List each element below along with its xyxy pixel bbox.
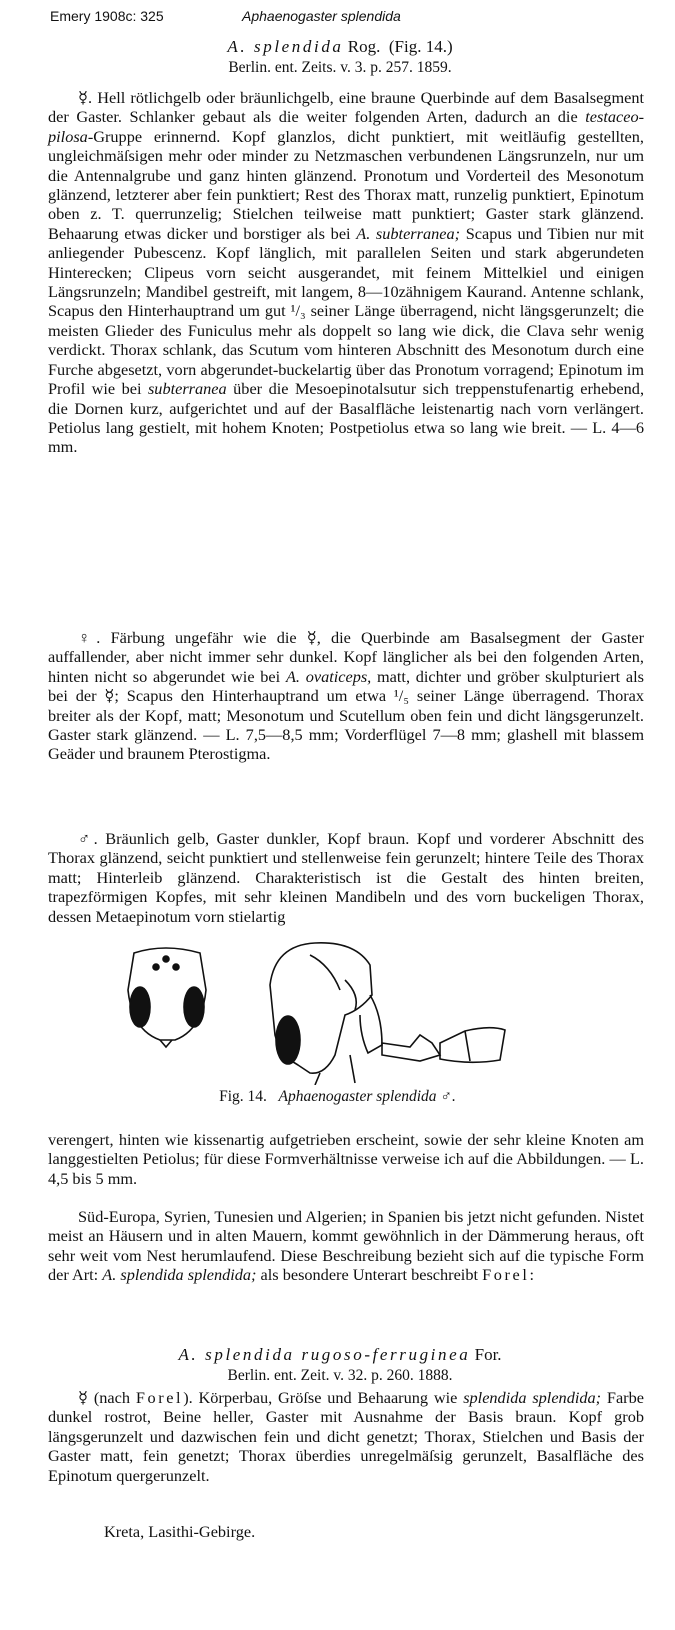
species-author: Rog. — [347, 37, 381, 56]
subspecies-heading — [46, 1344, 634, 1366]
ant-head-frontal-drawing — [128, 948, 206, 1047]
figure-caption-text: Aphaenogaster splendida ♂. — [278, 1088, 456, 1105]
queen-description: ♀. Färbung ungefähr wie die ☿, die Querbinde am Basalsegment der Gaster auffallender, aber nicht immer sehr dunkel. Kopf länglicher als bei den folgenden Arten, hinten nicht so abgerundet wie bei A. ovaticeps, matt, dichter und gröber skulpturiert als bei der ☿; Scapus den Hinterhauptrand um etwa ¹/₅ seiner Länge überragend. Thorax breiter als der Kopf, matt; Mesonotum und Scutellum oben fein und dicht längsgerunzelt. Gaster stark glänzend. — L. 7,5—8,5 mm; Vorderflügel 7—8 mm; glashell mit blassem Geäder und braunem Pterostigma. — [48, 628, 645, 764]
male-description-continued: verengert, hinten wie kissenartig aufgetrieben erscheint, sowie der sehr kleine Knoten am langgestielten Petiolus; für diese Formverhältnisse verweise ich auf die Abbildungen. — L. 4,5 bis 5 mm. — [48, 1130, 644, 1188]
subspecies-name: A. splendida rugoso-ferruginea — [178, 1345, 471, 1364]
male-description: ♂. Bräunlich gelb, Gaster dunkler, Kopf braun. Kopf und vorderer Abschnitt des Thorax glänzend, seicht punktiert und stellenweise fein gerunzelt; hintere Teile des Thorax matt; Hinterleib glänzend. Charakteristisch ist die Gestalt des hinten breiten, trapezförmigen Kopfes, mit sehr kleinen Mandibeln und des vorn buckeligen Thorax, dessen Metaepinotum vorn stielartig — [48, 829, 644, 926]
figure-reference: (Fig. 14.) — [388, 37, 453, 56]
figure-caption — [0, 1088, 675, 1106]
distribution-paragraph: Süd-Europa, Syrien, Tunesien und Algerien; in Spanien bis jetzt nicht gefunden. Nistet meist an Häusern und in alten Mauern, kommt gewöhnlich in der Dämmerung heraus, oft sehr weit vom Nest herumlaufend. Diese Beschreibung bezieht sich auf die typische Form der Art: A. splendida splendida; als besondere Unterart beschreibt Forel: — [48, 1207, 644, 1285]
species-heading — [46, 36, 634, 58]
page-header — [0, 8, 675, 28]
species-name: A. splendida — [227, 37, 344, 56]
subspecies-locality: Kreta, Lasithi-Gebirge. — [104, 1522, 256, 1541]
queen-symbol: ♀. — [78, 628, 101, 647]
worker-description: ☿. Hell rötlichgelb oder bräunlichgelb, eine braune Querbinde auf dem Basalsegment der Gaster. Schlanker gebaut als die weiter folgenden Arten, dadurch an die testaceo-pilosa-Gruppe erinnernd. Kopf glanzlos, dicht punktiert, mit weitläufig gestellten, ungleichmäſsigen mehr oder minder zu Netzmaschen verbundenen Längsrunzeln, nur um die Antennalgrube und ganz hinten glänzend. Pronotum und Vorderteil des Mesonotum glänzend, letzterer aber fein punktiert; Rest des Thorax matt, runzelig punktiert, Epinotum oben z. T. querrunzelig; Stielchen teilweise matt punktiert; Gaster stark glänzend. Behaarung etwas dicker und borstiger als bei A. subterranea; Scapus und Tibien nur mit anliegender Pubescenz. Kopf länglich, mit parallelen Seiten und stark abgerundeten Hinterecken; Clipeus vorn seicht ausgerandet, mit feinem Mittelkiel und einigen Längsrunzeln; Mandibel gestreift, mit langem, 8—10zähnigem Kaurand. Antenne schlank, Scapus den Hinterhauptrand um gut ¹/₃ seiner Länge überragend, nicht längsgerunzelt; die meisten Glieder des Funiculus mehr als doppelt so lang wie dick, die Clava sehr wenig verdickt. Thorax schlank, das Scutum vom hinteren Abschnitt des Mesonotum durch eine Furche abgesetzt, vorn abgerundet-buckelartig über das Pronotum vorragend; Epinotum im Profil wie bei subterranea über die Mesoepinotalsutur sich treppenstufenartig erhebend, die Dornen kurz, aufgerichtet und auf der Basalfläche leistenartig nach vorn verlängert. Petiolus lang gestielt, mit hohem Knoten; Postpetiolus etwa so lang wie breit. — L. 4—6 mm. — [48, 88, 645, 457]
figure-label: Fig. 14. — [219, 1088, 267, 1105]
subspecies-citation: Berlin. ent. Zeit. v. 32. p. 260. 1888. — [227, 1367, 453, 1384]
subspecies-author: For. — [474, 1345, 502, 1364]
reference-label: Emery 1908c: 325 — [50, 8, 164, 24]
worker-symbol: ☿. — [78, 88, 93, 107]
taxon-label: Aphaenogaster splendida — [242, 8, 401, 24]
figure-14-illustration — [120, 935, 510, 1085]
species-citation: Berlin. ent. Zeits. v. 3. p. 257. 1859. — [228, 59, 452, 76]
ant-profile-drawing — [270, 943, 505, 1085]
subspecies-description: ☿ (nach Forel). Körperbau, Gröſse und Behaarung wie splendida splendida; Farbe dunkel rostrot, Beine heller, Gaster mit Ausnahme der Basis braun. Kopf grob längsgerunzelt und dazwischen fein und dicht genetzt; Thorax, Stielchen und Basis der Gaster matt, fein genetzt; Thorax überdies unregelmäſsig gerunzelt, Basalfläche des Epinotum quergerunzelt. — [48, 1388, 644, 1485]
male-symbol: ♂. — [78, 829, 98, 848]
